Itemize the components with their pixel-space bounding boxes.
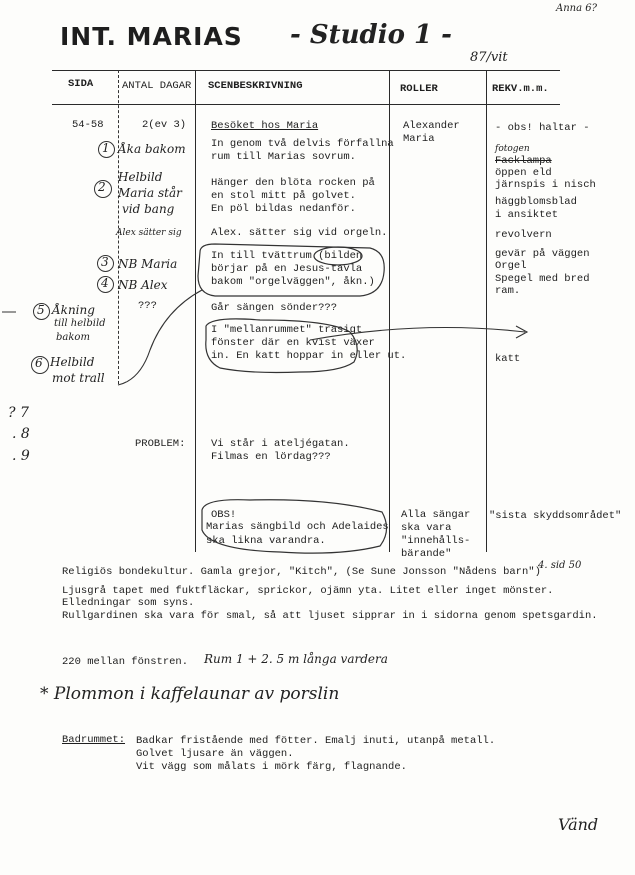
connector-curve bbox=[118, 290, 202, 385]
bad-line-1: Badkar fristående med fötter. Emalj inuti, utanpå metall. bbox=[136, 735, 496, 747]
scene-p7-2: Filmas en lördag??? bbox=[211, 451, 331, 463]
hand-note-7a: Helbild bbox=[50, 355, 95, 369]
scene-p4-2: börjar på en Jesus-tavla bbox=[211, 263, 363, 275]
rekv-6-3: Spegel med bred bbox=[495, 273, 590, 285]
rekv-8: "sista skyddsområdet" bbox=[489, 510, 622, 522]
scene-p7-1: Vi står i ateljégatan. bbox=[211, 438, 350, 450]
note-line-2: Ljusgrå tapet med fuktfläckar, sprickor, ojämn yta. Litet eller inget mönster. bbox=[62, 585, 554, 597]
vand-note: Vänd bbox=[558, 815, 599, 834]
roller-1: Alexander bbox=[403, 120, 460, 132]
hand-number-2: 2 bbox=[98, 180, 106, 194]
outline-obs bbox=[202, 500, 387, 553]
rekv-4-1: häggblomsblad bbox=[495, 196, 577, 208]
hand-note-2a: Helbild bbox=[118, 170, 163, 184]
hand-note-3: Alex sätter sig bbox=[116, 228, 182, 238]
scene-title: Besöket hos Maria bbox=[211, 120, 319, 132]
note-line-1: Religiös bondekultur. Gamla grejor, "Kitch", (Se Sune Jonsson "Nådens barn") bbox=[62, 566, 541, 578]
rekv-6-1: gevär på väggen bbox=[495, 248, 590, 260]
scene-p6-2: fönster där en kvist växer bbox=[211, 337, 375, 349]
scene-p2-1: Hänger den blöta rocken på bbox=[211, 177, 375, 189]
scene-p4-3: bakom "orgelväggen", åkn.) bbox=[211, 276, 375, 288]
scene-p2-3: En pöl bildas nedanför. bbox=[211, 203, 356, 215]
rekv-2: Facklampa bbox=[495, 155, 552, 167]
scene-p1-2: rum till Marias sovrum. bbox=[211, 151, 356, 163]
rekv-2-hand: fotogen bbox=[495, 144, 530, 154]
sida-value: 54-58 bbox=[72, 119, 104, 131]
hand-note-7b: mot trall bbox=[52, 371, 105, 385]
note-line-4: Rullgardinen ska vara för smal, så att ljuset sipprar in i sidorna genom spetsgardin. bbox=[62, 610, 598, 622]
roller2-4: bärande" bbox=[401, 548, 452, 560]
hand-note-4: NB Maria bbox=[118, 257, 178, 271]
bad-line-3: Vit vägg som målats i mörk färg, flagnande. bbox=[136, 761, 407, 773]
top-note: 87/vit bbox=[470, 50, 508, 65]
scene-p4-1: In till tvättrum (bilden bbox=[211, 250, 363, 262]
hand-number-6: 6 bbox=[35, 356, 43, 370]
page-title: INT. MARIAS bbox=[60, 22, 243, 51]
roller2-1: Alla sängar bbox=[401, 509, 471, 521]
rekv-4-2: i ansiktet bbox=[495, 209, 559, 221]
scene-p8-3: ska likna varandra. bbox=[206, 535, 326, 547]
antal-value: 2(ev 3) bbox=[142, 119, 187, 131]
outline-tvattrum bbox=[198, 244, 384, 296]
oval-bilden bbox=[314, 247, 362, 265]
col-header-scen: SCENBESKRIVNING bbox=[208, 80, 303, 92]
scene-p6-1: I "mellanrummet" trasigt bbox=[211, 324, 363, 336]
margin-note-9: . 9 bbox=[12, 448, 30, 464]
hand-note-1: Åka bakom bbox=[118, 142, 186, 156]
outline-mellanrum bbox=[206, 319, 357, 373]
roller2-3: "innehålls- bbox=[401, 535, 471, 547]
corner-note: Anna 6? bbox=[556, 3, 597, 14]
hand-number-4: 4 bbox=[101, 276, 109, 290]
rekv-6-2: Orgel bbox=[495, 260, 527, 272]
hand-number-3: 3 bbox=[101, 255, 109, 269]
col-header-rekv: REKV.m.m. bbox=[492, 83, 549, 95]
rekv-6-4: ram. bbox=[495, 285, 521, 297]
bad-label: Badrummet: bbox=[62, 734, 126, 746]
margin-note-8: . 8 bbox=[12, 426, 30, 442]
scene-p3: Alex. sätter sig vid orgeln. bbox=[211, 227, 388, 239]
hand-note-5: NB Alex bbox=[118, 278, 168, 292]
roller-2: Maria bbox=[403, 133, 435, 145]
col-header-sida: SIDA bbox=[68, 78, 94, 90]
hand-number-5: 5 bbox=[37, 303, 45, 317]
bad-line-2: Golvet ljusare än väggen. bbox=[136, 748, 294, 760]
scene-p2-2: en stol mitt på golvet. bbox=[211, 190, 356, 202]
antal-question: ??? bbox=[138, 300, 157, 312]
note-line-5: 220 mellan fönstren. bbox=[62, 656, 189, 668]
col-header-antal: ANTAL DAGAR bbox=[122, 80, 192, 92]
problem-label: PROBLEM: bbox=[135, 438, 186, 450]
arrow-line bbox=[310, 328, 525, 341]
hand-note-2c: vid bang bbox=[122, 202, 175, 216]
margin-note-7: ? 7 bbox=[8, 405, 29, 421]
hand-note-6b: till helbild bbox=[54, 318, 106, 329]
scene-p1-1: In genom två delvis förfallna bbox=[211, 138, 394, 150]
hand-number-1: 1 bbox=[102, 141, 110, 155]
col-header-roller: ROLLER bbox=[400, 83, 438, 95]
rekv-1: - obs! haltar - bbox=[495, 122, 590, 134]
hand-note-6c: bakom bbox=[56, 332, 90, 343]
scene-p8-1: OBS! bbox=[211, 509, 237, 521]
rekv-3-1: öppen eld bbox=[495, 167, 552, 179]
hand-note-6a: Åkning bbox=[52, 303, 95, 317]
note-line-3: Elledningar som syns. bbox=[62, 597, 195, 609]
note-line-6-hand: * Plommon i kaffelaunar av porslin bbox=[40, 684, 340, 704]
scene-p8-2: Marias sängbild och Adelaides bbox=[206, 521, 389, 533]
scene-p5: Går sängen sönder??? bbox=[211, 302, 338, 314]
scene-p6-3: in. En katt hoppar in eller ut. bbox=[211, 350, 407, 362]
roller2-2: ska vara bbox=[401, 522, 452, 534]
hand-note-2b: Maria står bbox=[118, 186, 182, 200]
note-line-5-hand: Rum 1 + 2. 5 m långa vardera bbox=[204, 652, 388, 666]
rekv-5: revolvern bbox=[495, 229, 552, 241]
rekv-3-2: järnspis i nisch bbox=[495, 179, 596, 191]
studio-title: - Studio 1 - bbox=[290, 20, 452, 50]
rekv-7: katt bbox=[495, 353, 521, 365]
note-line-1-hand: 4. sid 50 bbox=[538, 560, 582, 571]
